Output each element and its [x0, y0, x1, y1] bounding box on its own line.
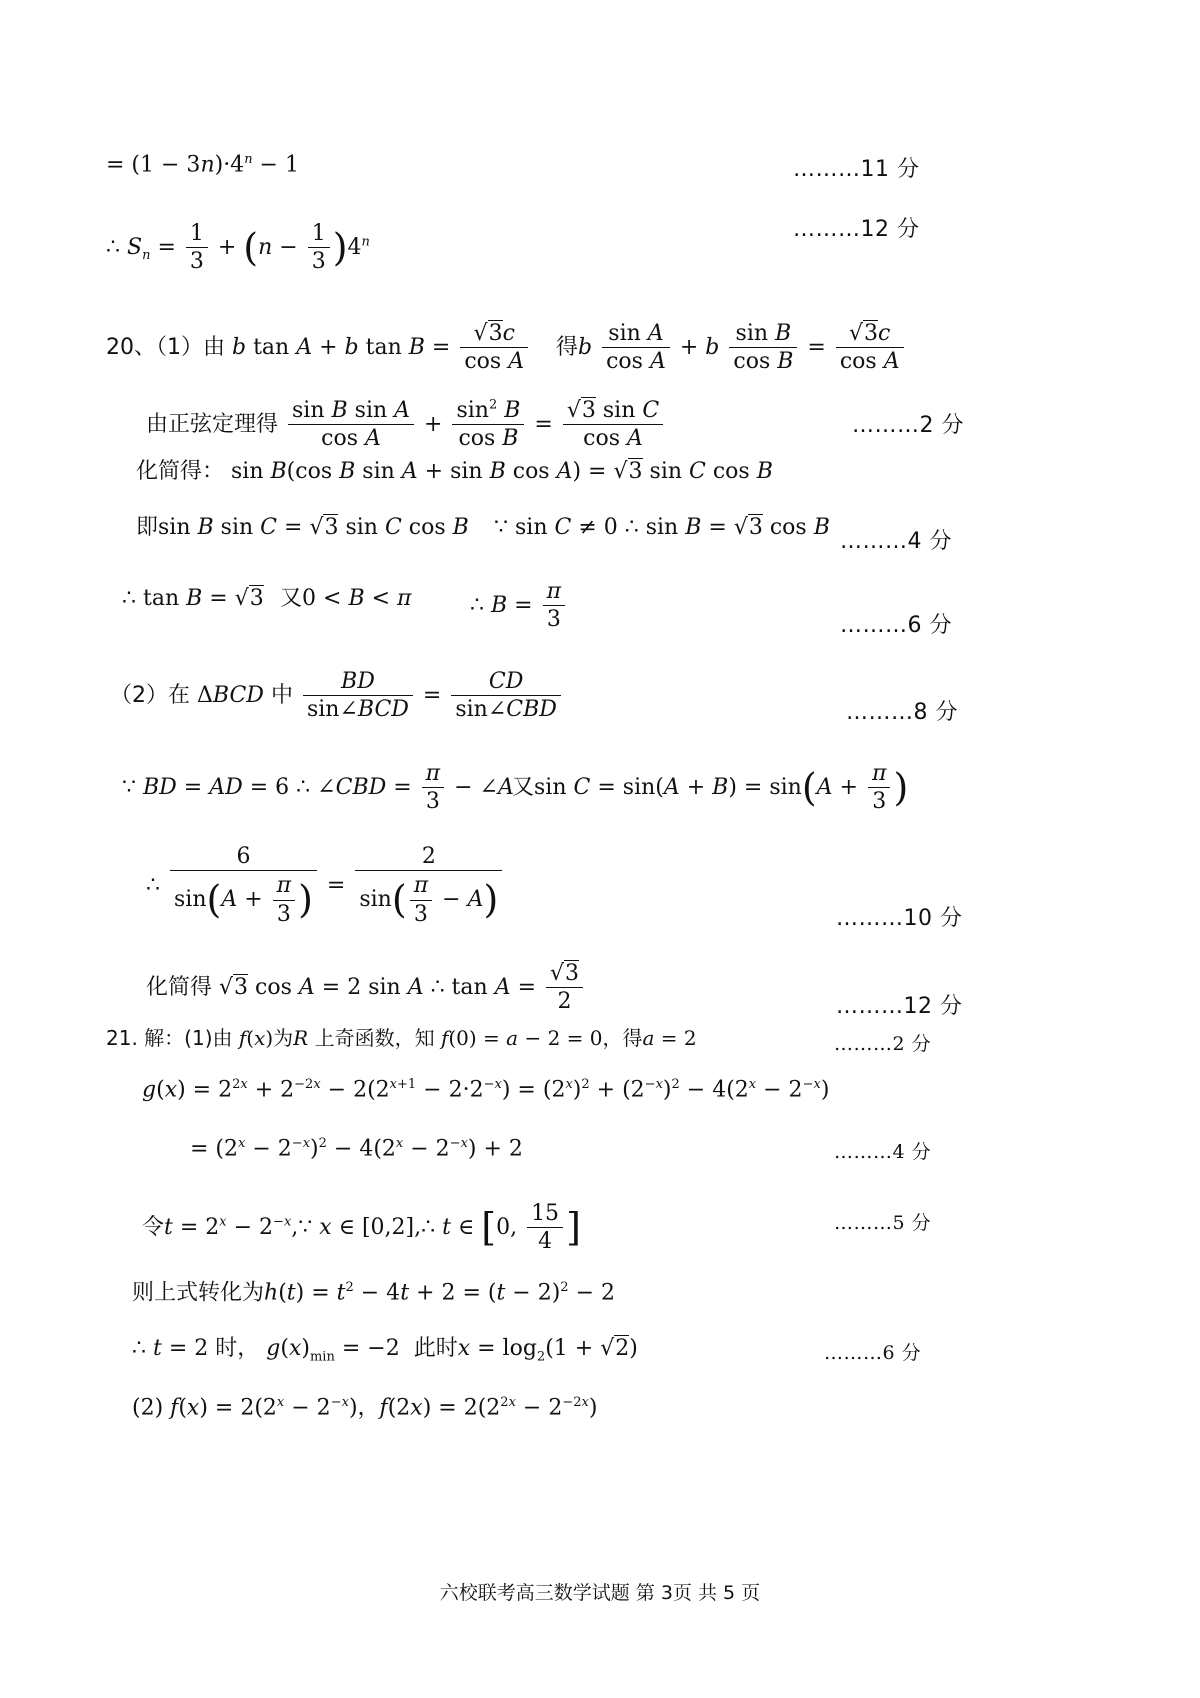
- q21d-label: ，得: [602, 1026, 643, 1050]
- simplify2-label: 化简得: [146, 974, 213, 1000]
- score-mark: ………11 分: [793, 157, 920, 182]
- q21b-label: 为: [273, 1026, 294, 1050]
- zhong-label: 中: [270, 682, 293, 708]
- get-label: 得: [556, 334, 579, 360]
- q20-line-4: 即sin B sin C = √3 sin C cos B: [136, 515, 469, 540]
- q20-line-5b: 又0 < B < π: [280, 586, 412, 611]
- q20-line-2: 由正弦定理得 $\frac{\text{sin B sin A}}{\text{cos A}}$ + $\frac{\sin^2 B}{\text{cos B}}$ = $\frac{\text{√3 sin C}}{\text{cos A}}$: [146, 397, 666, 453]
- score-mark: ………4 分: [840, 529, 952, 554]
- sine-law-label: 由正弦定理得: [146, 411, 279, 437]
- q20-line-3: 化简得： sin B(cos B sin A + sin B cos A) = √3 sin C cos B: [136, 459, 773, 484]
- formula-sn: ∴ $S_n$ = $\frac{1}{3}$ + (n − $\frac{1}{3}$ )4$^n$: [106, 221, 370, 275]
- q20-part2-line-4: 化简得 √3 cos A = 2 sin A ∴ tan A = $\frac{√3}{2}$: [146, 960, 586, 1016]
- score-mark: ………2 分: [852, 413, 964, 438]
- q20-part2-line-2b: 又sin C = sin(A + B) = sin(A + $\frac{\pi}{3}$ ): [512, 761, 909, 815]
- q21c-label: 上奇函数，知: [314, 1026, 435, 1050]
- q20-label: 20、（1）由: [106, 334, 225, 360]
- q21-line-2: $g(x) = 2^{2x} + 2^{-2x} - 2(2^{x+1} - 2\cdot 2^{-x}) = (2^x)^2 + (2^{-x})^2 - 4(2^x - 2^{-x})$: [142, 1077, 830, 1103]
- score-mark: ………2 分: [834, 1033, 932, 1055]
- q21-line-1: 21. 解：(1)由 f(x)为R 上奇函数，知 f(0) = a − 2 = 0，得a = 2: [106, 1026, 697, 1050]
- ji-label: 即: [136, 515, 159, 540]
- page-footer: 六校联考高三数学试题 第 3页 共 5 页: [439, 1582, 761, 1604]
- q20-line-5: ∴ tan B = √3: [122, 586, 264, 611]
- q20-part2-line-2: ∵ BD = AD = 6 ∴ ∠CBD = $\frac{\pi}{3}$ − ∠A: [122, 761, 514, 815]
- q20-line-4b: ∵ sin C ≠ 0 ∴ sin B = √3 cos B: [494, 515, 830, 540]
- q20-line-1: 20、（1）由 b tan A + b tan B = $\frac{√3c}{\text{cos A}}$: [106, 320, 531, 376]
- q21-line-4: 令$t = 2^x$ − $2^{-x},\because$ x ∈ [0,2],∴ t ∈ [0, $\frac{15}{4}$ ]: [142, 1201, 581, 1255]
- when-label: 时，: [215, 1336, 260, 1361]
- score-mark: ………5 分: [834, 1212, 932, 1234]
- ling-label: 令: [142, 1214, 165, 1240]
- q21-line-6: ∴ t = 2 时， $g(x)_{min} = -2$ 此时$x = \log_2(1 + √2)$: [132, 1336, 638, 1365]
- cishi-label: 此时: [413, 1336, 458, 1361]
- q20-line-1b: 得b $\frac{\text{sin A}}{\text{cos A}}$ + b $\frac{\text{sin B}}{\text{cos B}}$ = $\frac{√3c}{\text{cos A}}$: [556, 320, 907, 376]
- q20-line-5c: ∴ B = $\frac{\pi}{3}$: [470, 578, 568, 634]
- score-mark: ………4 分: [834, 1141, 932, 1163]
- simplify-label: 化简得：: [136, 459, 225, 484]
- q21-label: 21. 解：(1)由: [106, 1026, 233, 1050]
- formula-line-1: = $(1 - 3n)\cdot 4^n - 1$: [106, 152, 299, 178]
- you2-label: 又: [512, 774, 535, 800]
- q21-line-7: (2) $f(x) = 2(2^x - 2^{-x})$，$f(2x) = 2(2^{2x} - 2^{-2x})$: [132, 1395, 598, 1421]
- q20-part2-line-1: （2）在 ΔBCD 中 BD sin∠BCD = CD sin∠CBD: [110, 668, 564, 724]
- part2-label: （2）在: [110, 682, 190, 708]
- q20-part2-line-3: ∴ 6 sin(A + $\frac{\pi}{3}$ ) = 2 sin( $\frac{\pi}{3}$ − A): [146, 843, 505, 929]
- score-mark: ………8 分: [846, 700, 958, 725]
- score-mark: ………6 分: [824, 1342, 922, 1364]
- q21-line-3: = $(2^x - 2^{-x})^2 - 4(2^x - 2^{-x}) + 2$: [190, 1136, 523, 1162]
- score-mark: ………10 分: [836, 906, 963, 931]
- score-mark: ………6 分: [840, 613, 952, 638]
- score-mark: ………12 分: [793, 217, 920, 242]
- q21-line-5: 则上式转化为$h(t) = t^2 - 4t + 2 = (t - 2)^2 - 2$: [132, 1280, 615, 1306]
- score-mark: ………12 分: [836, 994, 963, 1019]
- you-label: 又: [280, 586, 303, 611]
- convert-label: 则上式转化为: [132, 1280, 265, 1306]
